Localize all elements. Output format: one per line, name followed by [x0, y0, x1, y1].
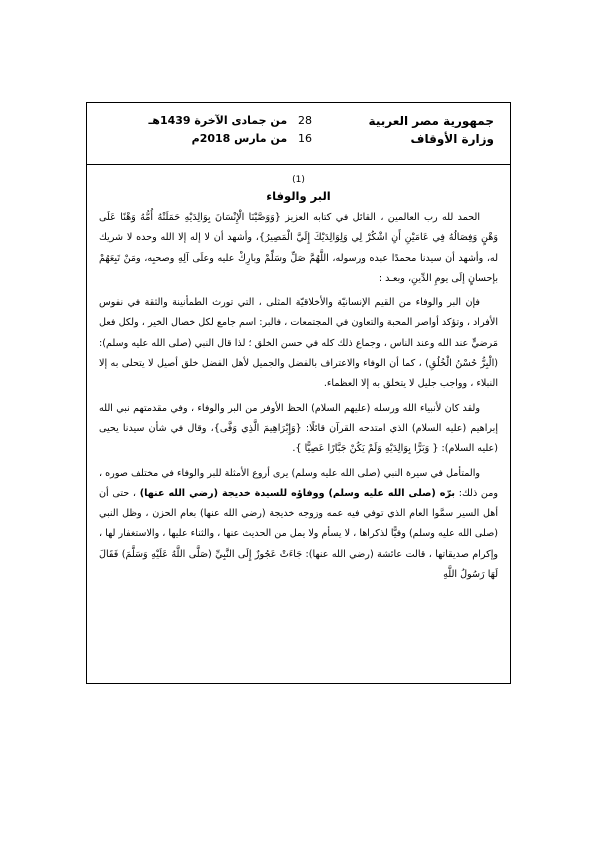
page-number: (1) [292, 175, 305, 185]
paragraph-khadija [99, 464, 498, 586]
sermon-title: البر والوفاء [266, 189, 331, 203]
gregorian-month-year: من مارس 2018م [191, 132, 288, 145]
gregorian-date [139, 130, 319, 148]
ministry-name: وزارة الأوقاف [410, 132, 494, 146]
gregorian-day: 16 [298, 132, 312, 145]
paragraph-khadija-intro: والمتأمل في سيرة النبي (صلى الله عليه وسلم) يرى أروع الأمثلة للبر والوفاء في مختلف صوره ، ومن ذلك: [99, 467, 498, 499]
paragraph-opening: الحمد لله رب العالمين ، القائل في كتابه العزيز {وَوَصَّيْنَا الْإِنْسَانَ بِوَالِدَيْهِ حَمَلَتْهُ أُمُّهُ وَهْنًا عَلَى وَهْنٍ وَفِصَالُهُ فِي عَامَيْنِ أَنِ اشْكُرْ لِي وَلِوَالِدَيْكَ إِلَيَّ الْمَصِيرُ}، وأشهد أن لا إله إلا الله وحده لا شريك له، وأشهد أن سيدنا محمدًا عبده ورسوله، اللَّهُمَّ صَلِّ وسَلِّمْ وبارِكْ عليه وعلَى آلِهِ وصحبِه، ومَنْ تَبِعَهُمْ بإحسانٍ إلَى يومِ الدِّينِ، وبعـد : [99, 212, 498, 284]
document-header [87, 103, 510, 165]
date-block [139, 112, 319, 148]
hijri-date [139, 112, 319, 130]
page-frame [86, 102, 511, 684]
paragraph-khadija-rest: ، حتى أن أهل السير سمَّوا العام الذي توفي فيه عمه وزوجه خديجة (رضي الله عنها) بعام الحزن ، وظل النبي (صلى الله عليه وسلم) وفيًّا لذكراها ، لا يسأم ولا يمل من الحديث عنها ، والثناء عليها ، والاستغفار لها ، وإكرام صديقاتها ، قالت عائشة (رضي الله عنها): جَاءَتْ عَجُوزٌ إِلَى النَّبِيِّ (صَلَّى اللَّهُ عَلَيْهِ وَسَلَّمَ) فَقَالَ لَهَا رَسُولُ اللَّهِ [99, 487, 498, 581]
sermon-body [99, 173, 498, 589]
paragraph-prophets: ولقد كان لأنبياء الله ورسله (عليهم السلام) الحظ الأوفر من البر والوفاء ، وفي مقدمتهم نبي الله إبراهيم (عليه السلام) الذي امتدحه القرآن قائلًا: {وَإِبْرَاهِيمَ الَّذِي وَفَّى}، وقال في شأن سيدنا يحيى (عليه السلام): { وَبَرًّا بِوَالِدَيْهِ وَلَمْ يَكُنْ جَبَّارًا عَصِيًّا }. [99, 402, 498, 455]
paragraph-virtue: فإن البر والوفاء من القيم الإنسانيّة والأخلاقيّة المثلى ، التي تورث الطمأنينة والثقة في نفوس الأفراد ، وتؤكد أواصر المحبة والتعاون في المجتمعات ، فالبر: اسم جامع لكل خصال الخير ، ولكل فعل مَرضيٍّ عند الله وعند الناس ، وجماع ذلك كله في حسن الخلق ؛ لذا قال النبي (صلى الله عليه وسلم): (الْبِرُّ حُسْنُ الْخُلُقِ) ، كما أن الوفاء والاعتراف بالفضل والجميل لأهل الفضل خلق أصيل لا يتحلى به إلا النبلاء ، وواجب جليل لا يتخلق به إلا العظماء. [99, 297, 498, 390]
hijri-month-year: من جمادى الآخرة 1439هـ [148, 114, 288, 127]
republic-name: جمهورية مصر العربية [368, 114, 494, 128]
hijri-day: 28 [298, 114, 312, 127]
issuer-block [369, 112, 494, 148]
paragraph-khadija-highlight: برّه (صلى الله عليه وسلم) ووفاؤه للسيدة خديجة (رضي الله عنها) [139, 487, 456, 499]
